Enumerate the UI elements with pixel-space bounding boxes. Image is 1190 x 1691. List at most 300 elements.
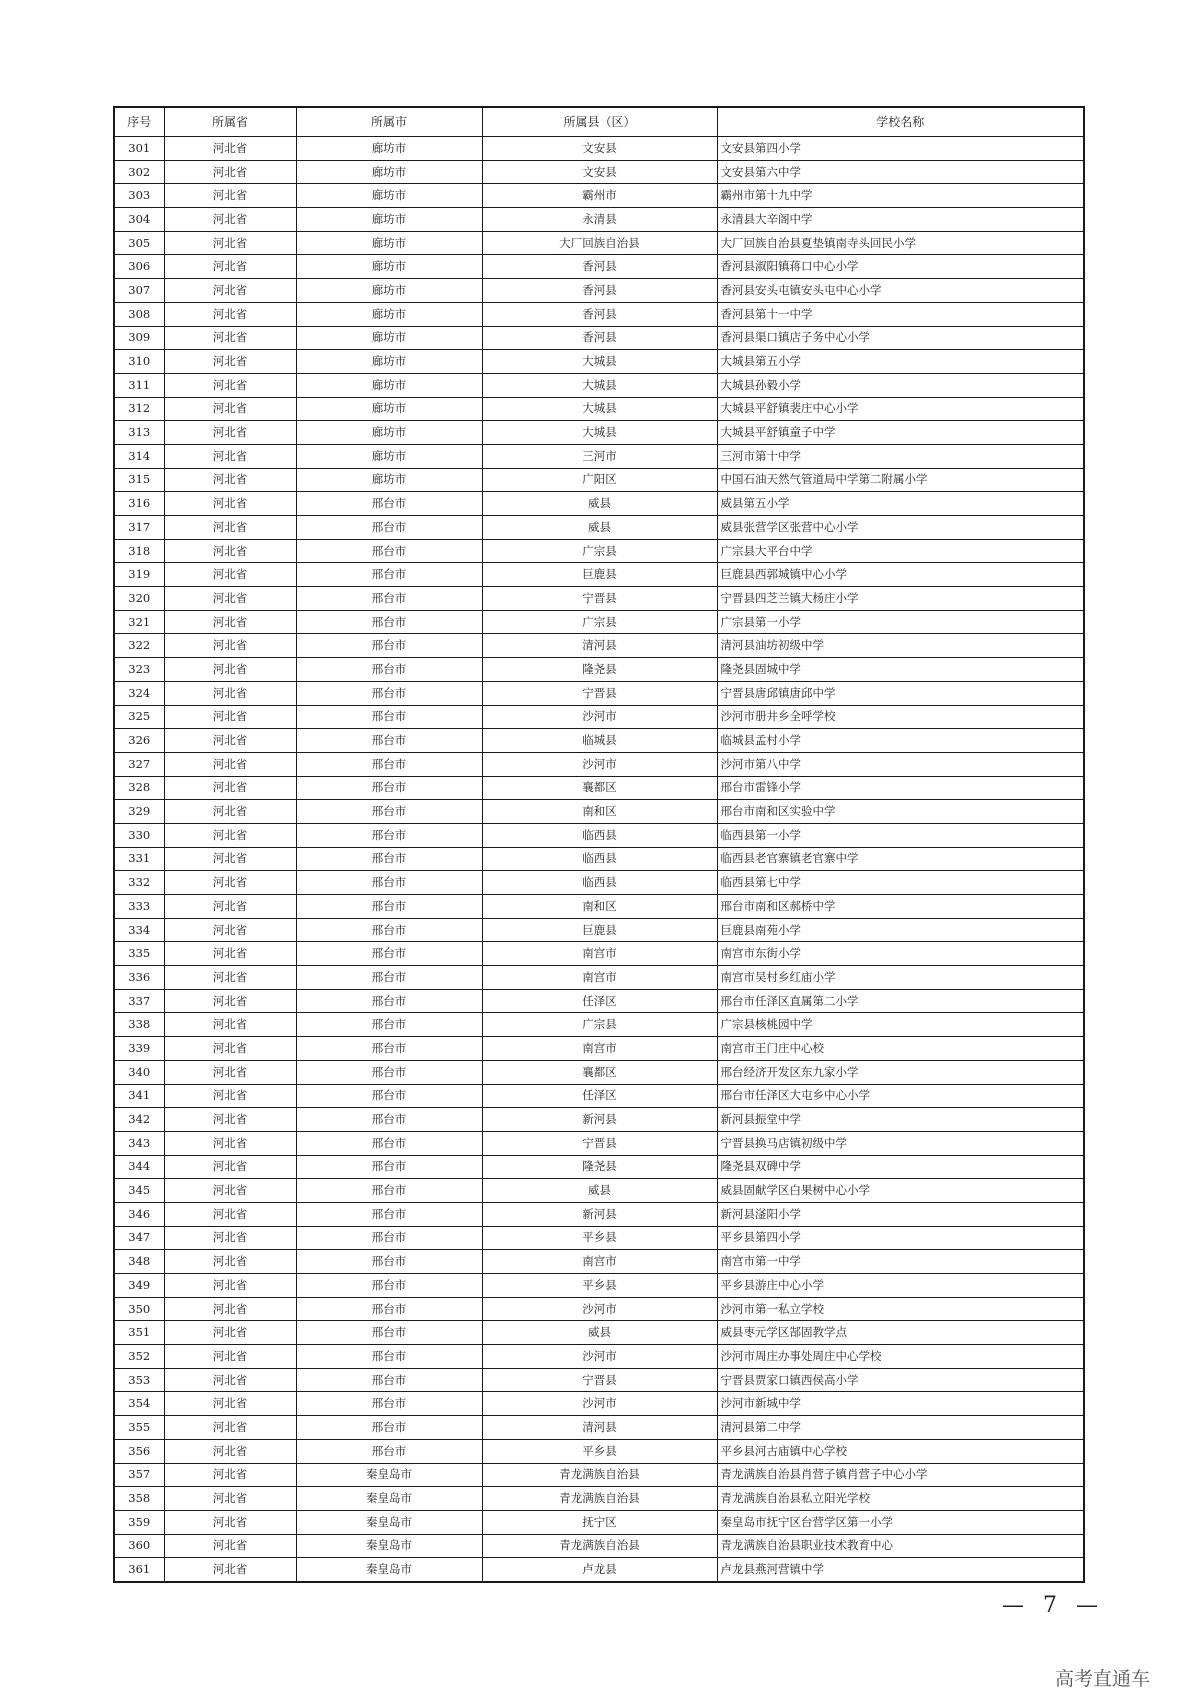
cell-province: 河北省 — [164, 1297, 296, 1321]
cell-county: 清河县 — [482, 1416, 717, 1440]
table-row — [114, 1534, 1084, 1558]
cell-county: 新河县 — [482, 1108, 717, 1132]
header-seq: 序号 — [114, 107, 164, 137]
cell-seq: 331 — [114, 847, 164, 871]
cell-city: 廊坊市 — [296, 231, 482, 255]
cell-seq: 324 — [114, 681, 164, 705]
cell-county: 平乡县 — [482, 1226, 717, 1250]
cell-city: 秦皇岛市 — [296, 1510, 482, 1534]
cell-school-name: 南宫市第一中学 — [717, 1250, 1084, 1274]
cell-province: 河北省 — [164, 1202, 296, 1226]
cell-county: 广阳区 — [482, 468, 717, 492]
cell-school-name: 宁晋县唐邱镇唐邱中学 — [717, 681, 1084, 705]
cell-city: 邢台市 — [296, 1392, 482, 1416]
cell-county: 广宗县 — [482, 539, 717, 563]
cell-seq: 361 — [114, 1558, 164, 1582]
cell-county: 临西县 — [482, 823, 717, 847]
cell-school-name: 广宗县第一小学 — [717, 610, 1084, 634]
cell-county: 青龙满族自治县 — [482, 1487, 717, 1511]
cell-county: 大城县 — [482, 421, 717, 445]
cell-school-name: 平乡县第四小学 — [717, 1226, 1084, 1250]
cell-city: 廊坊市 — [296, 397, 482, 421]
cell-province: 河北省 — [164, 729, 296, 753]
cell-seq: 333 — [114, 895, 164, 919]
cell-county: 威县 — [482, 516, 717, 540]
cell-province: 河北省 — [164, 373, 296, 397]
header-row — [114, 107, 1084, 137]
cell-province: 河北省 — [164, 1037, 296, 1061]
cell-province: 河北省 — [164, 658, 296, 682]
cell-city: 邢台市 — [296, 823, 482, 847]
cell-seq: 313 — [114, 421, 164, 445]
cell-city: 邢台市 — [296, 1084, 482, 1108]
cell-county: 沙河市 — [482, 1345, 717, 1369]
cell-seq: 342 — [114, 1108, 164, 1132]
cell-province: 河北省 — [164, 1155, 296, 1179]
cell-city: 秦皇岛市 — [296, 1558, 482, 1582]
cell-seq: 315 — [114, 468, 164, 492]
cell-city: 邢台市 — [296, 1108, 482, 1132]
cell-province: 河北省 — [164, 255, 296, 279]
table-row — [114, 1368, 1084, 1392]
cell-seq: 348 — [114, 1250, 164, 1274]
cell-seq: 316 — [114, 492, 164, 516]
cell-seq: 326 — [114, 729, 164, 753]
cell-county: 抚宁区 — [482, 1510, 717, 1534]
table-row — [114, 729, 1084, 753]
table-row — [114, 160, 1084, 184]
cell-province: 河北省 — [164, 1131, 296, 1155]
cell-city: 廊坊市 — [296, 421, 482, 445]
cell-province: 河北省 — [164, 681, 296, 705]
table-row — [114, 1510, 1084, 1534]
cell-city: 邢台市 — [296, 1037, 482, 1061]
cell-province: 河北省 — [164, 231, 296, 255]
table-row — [114, 895, 1084, 919]
table-row — [114, 492, 1084, 516]
cell-county: 宁晋县 — [482, 681, 717, 705]
header-county: 所属县（区） — [482, 107, 717, 137]
cell-school-name: 沙河市周庄办事处周庄中心学校 — [717, 1345, 1084, 1369]
table-row — [114, 989, 1084, 1013]
table-row — [114, 705, 1084, 729]
cell-seq: 344 — [114, 1155, 164, 1179]
cell-city: 邢台市 — [296, 1155, 482, 1179]
cell-school-name: 平乡县河古庙镇中心学校 — [717, 1439, 1084, 1463]
cell-city: 廊坊市 — [296, 373, 482, 397]
cell-county: 威县 — [482, 1321, 717, 1345]
cell-school-name: 大城县平舒镇童子中学 — [717, 421, 1084, 445]
cell-seq: 340 — [114, 1060, 164, 1084]
cell-school-name: 新河县滏阳小学 — [717, 1202, 1084, 1226]
cell-seq: 345 — [114, 1179, 164, 1203]
cell-province: 河北省 — [164, 279, 296, 303]
cell-school-name: 南宫市王门庄中心校 — [717, 1037, 1084, 1061]
cell-county: 巨鹿县 — [482, 918, 717, 942]
table-row — [114, 752, 1084, 776]
cell-school-name: 沙河市册井乡全呼学校 — [717, 705, 1084, 729]
table-row — [114, 587, 1084, 611]
cell-seq: 304 — [114, 208, 164, 232]
cell-county: 临城县 — [482, 729, 717, 753]
cell-seq: 327 — [114, 752, 164, 776]
cell-county: 大城县 — [482, 350, 717, 374]
cell-city: 邢台市 — [296, 492, 482, 516]
cell-province: 河北省 — [164, 397, 296, 421]
cell-province: 河北省 — [164, 1179, 296, 1203]
cell-province: 河北省 — [164, 184, 296, 208]
cell-school-name: 清河县第二中学 — [717, 1416, 1084, 1440]
cell-province: 河北省 — [164, 1510, 296, 1534]
cell-city: 邢台市 — [296, 1202, 482, 1226]
cell-school-name: 文安县第四小学 — [717, 137, 1084, 161]
cell-school-name: 巨鹿县西郭城镇中心小学 — [717, 563, 1084, 587]
cell-school-name: 邢台市任泽区直属第二小学 — [717, 989, 1084, 1013]
cell-province: 河北省 — [164, 634, 296, 658]
cell-province: 河北省 — [164, 989, 296, 1013]
table-row — [114, 871, 1084, 895]
cell-province: 河北省 — [164, 421, 296, 445]
cell-school-name: 隆尧县固城中学 — [717, 658, 1084, 682]
cell-school-name: 宁晋县贾家口镇西侯高小学 — [717, 1368, 1084, 1392]
table-row — [114, 942, 1084, 966]
cell-seq: 302 — [114, 160, 164, 184]
cell-school-name: 威县第五小学 — [717, 492, 1084, 516]
cell-province: 河北省 — [164, 1487, 296, 1511]
cell-city: 邢台市 — [296, 895, 482, 919]
cell-county: 霸州市 — [482, 184, 717, 208]
cell-school-name: 威县枣元学区郜固教学点 — [717, 1321, 1084, 1345]
table-row — [114, 208, 1084, 232]
cell-city: 邢台市 — [296, 847, 482, 871]
cell-city: 邢台市 — [296, 1297, 482, 1321]
cell-seq: 305 — [114, 231, 164, 255]
cell-province: 河北省 — [164, 1084, 296, 1108]
header-province: 所属省 — [164, 107, 296, 137]
cell-seq: 334 — [114, 918, 164, 942]
table-row — [114, 1226, 1084, 1250]
table-row — [114, 847, 1084, 871]
cell-province: 河北省 — [164, 302, 296, 326]
table-row — [114, 1179, 1084, 1203]
cell-city: 廊坊市 — [296, 137, 482, 161]
cell-province: 河北省 — [164, 137, 296, 161]
table-row — [114, 1108, 1084, 1132]
table-row — [114, 1487, 1084, 1511]
cell-county: 襄都区 — [482, 1060, 717, 1084]
cell-school-name: 青龙满族自治县私立阳光学校 — [717, 1487, 1084, 1511]
cell-school-name: 大城县第五小学 — [717, 350, 1084, 374]
cell-province: 河北省 — [164, 1463, 296, 1487]
cell-school-name: 临西县第七中学 — [717, 871, 1084, 895]
cell-school-name: 威县张营学区张营中心小学 — [717, 516, 1084, 540]
cell-county: 宁晋县 — [482, 587, 717, 611]
table-row — [114, 1060, 1084, 1084]
cell-school-name: 卢龙县燕河营镇中学 — [717, 1558, 1084, 1582]
cell-province: 河北省 — [164, 895, 296, 919]
cell-school-name: 广宗县大平台中学 — [717, 539, 1084, 563]
cell-county: 大厂回族自治县 — [482, 231, 717, 255]
cell-city: 廊坊市 — [296, 350, 482, 374]
cell-province: 河北省 — [164, 823, 296, 847]
cell-county: 南和区 — [482, 800, 717, 824]
cell-school-name: 临西县第一小学 — [717, 823, 1084, 847]
cell-school-name: 邢台市南和区郝桥中学 — [717, 895, 1084, 919]
cell-city: 邢台市 — [296, 918, 482, 942]
cell-city: 邢台市 — [296, 776, 482, 800]
cell-province: 河北省 — [164, 563, 296, 587]
cell-city: 邢台市 — [296, 705, 482, 729]
cell-county: 新河县 — [482, 1202, 717, 1226]
cell-school-name: 宁晋县换马店镇初级中学 — [717, 1131, 1084, 1155]
cell-city: 廊坊市 — [296, 184, 482, 208]
cell-province: 河北省 — [164, 1534, 296, 1558]
table-row — [114, 516, 1084, 540]
cell-province: 河北省 — [164, 1368, 296, 1392]
cell-city: 廊坊市 — [296, 279, 482, 303]
cell-school-name: 大城县平舒镇裴庄中心小学 — [717, 397, 1084, 421]
cell-city: 秦皇岛市 — [296, 1487, 482, 1511]
table-row — [114, 1439, 1084, 1463]
cell-province: 河北省 — [164, 847, 296, 871]
cell-province: 河北省 — [164, 966, 296, 990]
cell-seq: 358 — [114, 1487, 164, 1511]
cell-province: 河北省 — [164, 1345, 296, 1369]
cell-school-name: 巨鹿县南苑小学 — [717, 918, 1084, 942]
cell-province: 河北省 — [164, 610, 296, 634]
table-row — [114, 1084, 1084, 1108]
cell-city: 邢台市 — [296, 539, 482, 563]
table-row — [114, 1131, 1084, 1155]
cell-city: 邢台市 — [296, 729, 482, 753]
cell-county: 任泽区 — [482, 989, 717, 1013]
cell-county: 沙河市 — [482, 1392, 717, 1416]
cell-school-name: 邢台市雷锋小学 — [717, 776, 1084, 800]
cell-seq: 310 — [114, 350, 164, 374]
cell-seq: 347 — [114, 1226, 164, 1250]
cell-county: 清河县 — [482, 634, 717, 658]
table-row — [114, 1416, 1084, 1440]
cell-seq: 325 — [114, 705, 164, 729]
cell-school-name: 隆尧县双碑中学 — [717, 1155, 1084, 1179]
cell-province: 河北省 — [164, 800, 296, 824]
cell-school-name: 威县固献学区白果树中心小学 — [717, 1179, 1084, 1203]
cell-province: 河北省 — [164, 492, 296, 516]
cell-seq: 357 — [114, 1463, 164, 1487]
cell-province: 河北省 — [164, 1274, 296, 1298]
table-row — [114, 1558, 1084, 1582]
cell-county: 卢龙县 — [482, 1558, 717, 1582]
table-row — [114, 444, 1084, 468]
cell-seq: 354 — [114, 1392, 164, 1416]
cell-city: 邢台市 — [296, 1226, 482, 1250]
cell-seq: 356 — [114, 1439, 164, 1463]
cell-city: 邢台市 — [296, 563, 482, 587]
table-row — [114, 302, 1084, 326]
cell-county: 威县 — [482, 492, 717, 516]
cell-province: 河北省 — [164, 1321, 296, 1345]
cell-city: 邢台市 — [296, 989, 482, 1013]
cell-province: 河北省 — [164, 1416, 296, 1440]
table-header — [114, 107, 1084, 137]
cell-province: 河北省 — [164, 705, 296, 729]
cell-school-name: 沙河市新城中学 — [717, 1392, 1084, 1416]
cell-school-name: 秦皇岛市抚宁区台营学区第一小学 — [717, 1510, 1084, 1534]
cell-school-name: 青龙满族自治县肖营子镇肖营子中心小学 — [717, 1463, 1084, 1487]
cell-province: 河北省 — [164, 1060, 296, 1084]
table-row — [114, 1274, 1084, 1298]
cell-seq: 303 — [114, 184, 164, 208]
table-row — [114, 658, 1084, 682]
table-row — [114, 326, 1084, 350]
cell-county: 南宫市 — [482, 1250, 717, 1274]
cell-school-name: 三河市第十中学 — [717, 444, 1084, 468]
cell-city: 邢台市 — [296, 1416, 482, 1440]
cell-county: 任泽区 — [482, 1084, 717, 1108]
cell-province: 河北省 — [164, 1558, 296, 1582]
table-row — [114, 918, 1084, 942]
cell-county: 平乡县 — [482, 1439, 717, 1463]
cell-county: 沙河市 — [482, 1297, 717, 1321]
cell-school-name: 新河县振堂中学 — [717, 1108, 1084, 1132]
cell-city: 廊坊市 — [296, 444, 482, 468]
cell-county: 南宫市 — [482, 966, 717, 990]
table-row — [114, 373, 1084, 397]
cell-province: 河北省 — [164, 587, 296, 611]
cell-city: 邢台市 — [296, 610, 482, 634]
cell-province: 河北省 — [164, 776, 296, 800]
cell-school-name: 平乡县游庄中心小学 — [717, 1274, 1084, 1298]
table-row — [114, 1013, 1084, 1037]
header-city: 所属市 — [296, 107, 482, 137]
cell-province: 河北省 — [164, 444, 296, 468]
cell-school-name: 临城县孟村小学 — [717, 729, 1084, 753]
cell-seq: 336 — [114, 966, 164, 990]
cell-school-name: 邢台经济开发区东九家小学 — [717, 1060, 1084, 1084]
cell-seq: 329 — [114, 800, 164, 824]
table-row — [114, 231, 1084, 255]
cell-city: 邢台市 — [296, 658, 482, 682]
cell-city: 邢台市 — [296, 871, 482, 895]
cell-province: 河北省 — [164, 468, 296, 492]
cell-seq: 311 — [114, 373, 164, 397]
cell-city: 廊坊市 — [296, 208, 482, 232]
cell-seq: 338 — [114, 1013, 164, 1037]
cell-county: 沙河市 — [482, 705, 717, 729]
cell-county: 临西县 — [482, 847, 717, 871]
cell-city: 邢台市 — [296, 1250, 482, 1274]
cell-seq: 320 — [114, 587, 164, 611]
cell-seq: 346 — [114, 1202, 164, 1226]
cell-county: 南宫市 — [482, 1037, 717, 1061]
cell-seq: 318 — [114, 539, 164, 563]
cell-seq: 339 — [114, 1037, 164, 1061]
cell-seq: 322 — [114, 634, 164, 658]
cell-city: 邢台市 — [296, 1274, 482, 1298]
cell-city: 邢台市 — [296, 1060, 482, 1084]
cell-city: 邢台市 — [296, 1321, 482, 1345]
cell-county: 青龙满族自治县 — [482, 1534, 717, 1558]
cell-county: 隆尧县 — [482, 1155, 717, 1179]
cell-city: 廊坊市 — [296, 255, 482, 279]
cell-city: 邢台市 — [296, 966, 482, 990]
cell-seq: 349 — [114, 1274, 164, 1298]
cell-seq: 301 — [114, 137, 164, 161]
cell-seq: 355 — [114, 1416, 164, 1440]
cell-seq: 319 — [114, 563, 164, 587]
cell-province: 河北省 — [164, 871, 296, 895]
table-row — [114, 137, 1084, 161]
table-row — [114, 1202, 1084, 1226]
table-row — [114, 421, 1084, 445]
cell-school-name: 香河县渠口镇店子务中心小学 — [717, 326, 1084, 350]
cell-province: 河北省 — [164, 539, 296, 563]
cell-school-name: 广宗县核桃园中学 — [717, 1013, 1084, 1037]
cell-city: 邢台市 — [296, 942, 482, 966]
table-row — [114, 279, 1084, 303]
cell-seq: 321 — [114, 610, 164, 634]
cell-school-name: 香河县第十一中学 — [717, 302, 1084, 326]
cell-city: 邢台市 — [296, 1131, 482, 1155]
cell-seq: 323 — [114, 658, 164, 682]
cell-seq: 306 — [114, 255, 164, 279]
cell-school-name: 临西县老官寨镇老官寨中学 — [717, 847, 1084, 871]
cell-school-name: 文安县第六中学 — [717, 160, 1084, 184]
cell-seq: 352 — [114, 1345, 164, 1369]
cell-county: 大城县 — [482, 397, 717, 421]
cell-school-name: 邢台市南和区实验中学 — [717, 800, 1084, 824]
table-row — [114, 966, 1084, 990]
school-list-table — [113, 106, 1085, 1583]
cell-seq: 360 — [114, 1534, 164, 1558]
cell-county: 香河县 — [482, 279, 717, 303]
cell-school-name: 南宫市东街小学 — [717, 942, 1084, 966]
cell-city: 廊坊市 — [296, 160, 482, 184]
cell-school-name: 南宫市吴村乡红庙小学 — [717, 966, 1084, 990]
cell-seq: 332 — [114, 871, 164, 895]
table-row — [114, 184, 1084, 208]
table-row — [114, 610, 1084, 634]
cell-county: 宁晋县 — [482, 1131, 717, 1155]
cell-city: 邢台市 — [296, 634, 482, 658]
cell-city: 邢台市 — [296, 1345, 482, 1369]
cell-province: 河北省 — [164, 918, 296, 942]
cell-city: 秦皇岛市 — [296, 1534, 482, 1558]
cell-seq: 317 — [114, 516, 164, 540]
table-row — [114, 1155, 1084, 1179]
cell-province: 河北省 — [164, 1392, 296, 1416]
table-row — [114, 1297, 1084, 1321]
cell-county: 永清县 — [482, 208, 717, 232]
cell-city: 邢台市 — [296, 516, 482, 540]
cell-school-name: 香河县淑阳镇蒋口中心小学 — [717, 255, 1084, 279]
cell-city: 秦皇岛市 — [296, 1463, 482, 1487]
cell-province: 河北省 — [164, 350, 296, 374]
cell-school-name: 邢台市任泽区大屯乡中心小学 — [717, 1084, 1084, 1108]
cell-city: 邢台市 — [296, 800, 482, 824]
cell-city: 邢台市 — [296, 752, 482, 776]
header-school-name: 学校名称 — [717, 107, 1084, 137]
page-number: — 7 — — [1002, 1593, 1104, 1618]
cell-school-name: 宁晋县四芝兰镇大杨庄小学 — [717, 587, 1084, 611]
cell-county: 南和区 — [482, 895, 717, 919]
cell-school-name: 中国石油天然气管道局中学第二附属小学 — [717, 468, 1084, 492]
cell-city: 廊坊市 — [296, 326, 482, 350]
table-row — [114, 255, 1084, 279]
cell-province: 河北省 — [164, 160, 296, 184]
cell-seq: 337 — [114, 989, 164, 1013]
cell-city: 邢台市 — [296, 1368, 482, 1392]
